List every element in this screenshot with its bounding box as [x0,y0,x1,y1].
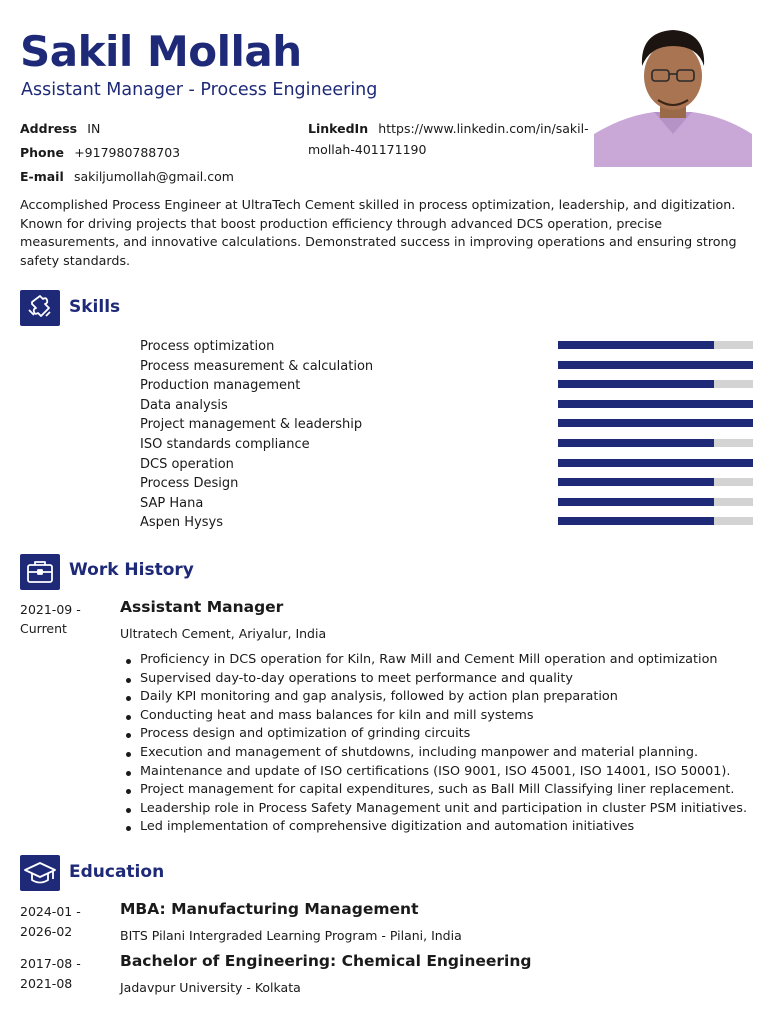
bullet-icon [126,826,131,831]
duty-item [120,763,760,782]
duty-item [120,651,760,670]
skill-name: DCS operation [140,456,234,472]
contact-email [20,166,234,185]
contact-phone [20,142,180,161]
edu-degree: MBA: Manufacturing Management [120,900,419,918]
linkedin-url-line2[interactable]: mollah-401171190 [308,142,427,157]
education-heading: Education [69,862,165,882]
skill-level-fill [558,478,714,486]
duty-item [120,744,760,763]
bullet-icon [126,659,131,664]
duty-text: Maintenance and update of ISO certifications (ISO 9001, ISO 45001, ISO 14001, ISO 50001). [140,763,731,779]
edu-date-start: 2017-08 - [20,956,81,971]
duty-item [120,781,760,800]
edu-school: Jadavpur University - Kolkata [120,980,301,995]
skill-level-fill [558,498,714,506]
skill-level-fill [558,459,753,467]
bullet-icon [126,752,131,757]
edu-date-start: 2024-01 - [20,904,81,919]
skill-name: Project management & leadership [140,417,363,433]
edu-school: BITS Pilani Intergraded Learning Program - Pilani, India [120,928,462,943]
email-value[interactable]: sakiljumollah@gmail.com [73,169,234,184]
candidate-name: Sakil Mollah [20,27,302,76]
skill-level-bar [558,498,753,506]
duty-item [120,688,760,707]
contact-address [20,118,100,137]
bullet-icon [126,715,131,720]
professional-summary: Accomplished Process Engineer at UltraTech Cement skilled in process optimization, leadership, and digitization. Known for driving projects that boost production efficiency through advanced DCS operation, precise measurements, and innovative calculations. Demonstrated success in improving operations and ensuring strong safety standards. [20,197,737,268]
skill-level-fill [558,419,753,427]
graduation-cap-icon [20,855,60,891]
linkedin-url-line1[interactable]: https://www.linkedin.com/in/sakil- [378,121,589,136]
bullet-icon [126,808,131,813]
email-label: E-mail [20,169,64,184]
skill-name: Data analysis [140,397,228,413]
skill-level-bar [558,459,753,467]
skill-name: Process Design [140,476,239,492]
duty-text: Project management for capital expenditures, such as Ball Mill Classifying liner replacement. [140,782,735,798]
duty-text: Daily KPI monitoring and gap analysis, followed by action plan preparation [140,689,618,705]
edu-degree: Bachelor of Engineering: Chemical Engineering [120,952,532,970]
job-company: Ultratech Cement, Ariyalur, India [120,626,327,641]
duty-item [120,670,760,689]
linkedin-label: LinkedIn [308,121,369,136]
skill-name: SAP Hana [140,495,204,511]
duty-item [120,818,760,837]
skill-name: Process measurement & calculation [140,358,374,374]
duty-text: Supervised day-to-day operations to meet performance and quality [140,670,573,686]
bullet-icon [126,696,131,701]
skill-level-bar [558,478,753,486]
bullet-icon [126,678,131,683]
skill-name: ISO standards compliance [140,437,310,452]
duty-item [120,800,760,819]
skill-level-fill [558,439,714,447]
phone-value[interactable]: +917980788703 [74,145,181,160]
skill-level-bar [558,517,753,525]
job-headline: Assistant Manager - Process Engineering [21,80,378,100]
work-history-heading: Work History [69,560,194,580]
address-label: Address [20,121,78,136]
skill-level-bar [558,439,753,447]
skill-level-fill [558,361,753,369]
skill-level-fill [558,341,714,349]
duty-text: Proficiency in DCS operation for Kiln, Raw Mill and Cement Mill operation and optimization [140,652,718,667]
contact-linkedin [308,118,589,137]
duty-text: Led implementation of comprehensive digitization and automation initiatives [140,819,635,835]
briefcase-icon [20,554,60,590]
duty-item [120,707,760,726]
skill-level-fill [558,380,714,388]
puzzle-icon [20,290,60,326]
duty-item [120,725,760,744]
edu-date-end: 2021-08 [20,976,73,991]
job-date-start: 2021-09 - [20,602,81,617]
job-date-end: Current [20,621,67,636]
bullet-icon [126,733,131,738]
job-duties-list [120,651,760,837]
job-title: Assistant Manager [120,598,284,616]
duty-text: Execution and management of shutdowns, including manpower and material planning. [140,744,699,760]
skill-name: Aspen Hysys [140,515,223,531]
skill-name: Production management [140,378,301,394]
duty-text: Conducting heat and mass balances for kiln and mill systems [140,707,534,723]
skill-level-bar [558,419,753,427]
bullet-icon [126,789,131,794]
skill-level-bar [558,380,753,388]
phone-label: Phone [20,145,65,160]
skill-name: Process optimization [140,339,275,354]
skills-heading: Skills [69,297,121,317]
profile-photo [594,16,752,167]
edu-date-end: 2026-02 [20,924,73,939]
address-value: IN [87,121,101,136]
duty-text: Process design and optimization of grinding circuits [140,726,471,742]
skill-level-bar [558,341,753,349]
skill-level-bar [558,400,753,408]
duty-text: Leadership role in Process Safety Management unit and participation in cluster PSM initiatives. [140,800,748,816]
bullet-icon [126,771,131,776]
skill-level-bar [558,361,753,369]
skill-level-fill [558,517,714,525]
skill-level-fill [558,400,753,408]
